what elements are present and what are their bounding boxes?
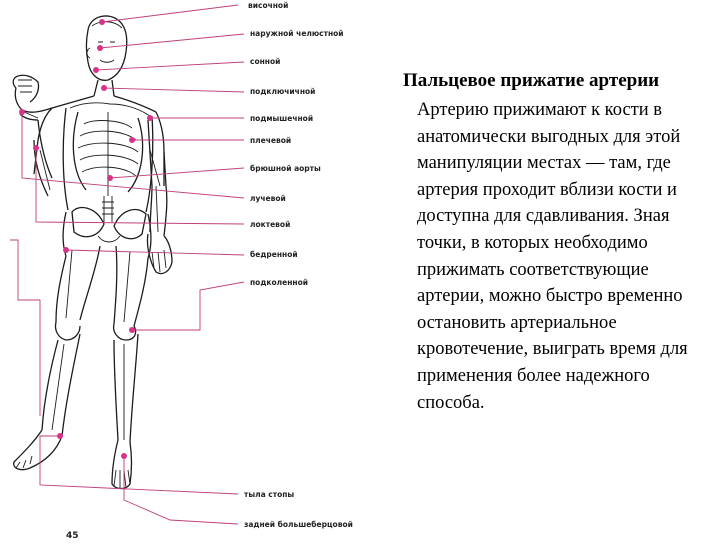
label-radial: лучевой bbox=[250, 194, 286, 203]
label-aorta: брюшной аорты bbox=[250, 164, 321, 173]
label-carotid: сонной bbox=[250, 57, 281, 66]
pressure-point-axillary bbox=[147, 115, 153, 121]
label-popliteal: подколенной bbox=[250, 278, 308, 287]
pressure-point-radial bbox=[19, 109, 25, 115]
label-dorsalis-pedis: тыла стопы bbox=[244, 490, 295, 499]
hanging-arm bbox=[147, 120, 172, 274]
legs bbox=[14, 246, 148, 489]
pressure-point-posterior-tibial bbox=[121, 453, 127, 459]
label-ulnar: локтевой bbox=[250, 220, 291, 229]
pressure-point-facial bbox=[97, 45, 103, 51]
leader-lines bbox=[10, 5, 244, 524]
label-femoral: бедренной bbox=[250, 250, 298, 259]
pressure-point-aorta bbox=[107, 175, 113, 181]
pressure-point-dorsalis-pedis bbox=[57, 433, 63, 439]
label-facial: наружной челюстной bbox=[250, 29, 344, 38]
label-posterior-tibial: задней большеберцовой bbox=[244, 520, 353, 529]
torso bbox=[34, 80, 164, 222]
label-subclavian: подключичной bbox=[250, 87, 316, 96]
label-axillary: подмышечной bbox=[250, 114, 314, 123]
label-brachial: плечевой bbox=[250, 136, 292, 145]
page-number: 45 bbox=[66, 531, 79, 540]
slide-body-text: Артерию прижимают к кости в анатомически выгодных для этой манипуляции местах — там, где артерия проходит вблизи кости и доступна для сдавливания. Зная точки, в которых необходимо прижимать соответствующие артерии, можно быстро временно остановить артериальное кровотечение, выиграть время для применения более надежного способа. bbox=[417, 100, 688, 413]
raised-arm bbox=[13, 75, 52, 120]
head bbox=[87, 16, 127, 80]
pressure-point-ulnar bbox=[33, 145, 39, 151]
artery-labels bbox=[66, 1, 353, 540]
left-forearm bbox=[34, 120, 52, 196]
label-temporal: височной bbox=[248, 1, 289, 10]
pressure-point-subclavian bbox=[101, 85, 107, 91]
pressure-point-popliteal bbox=[129, 327, 135, 333]
pressure-point-carotid bbox=[93, 67, 99, 73]
pressure-point-femoral bbox=[63, 247, 69, 253]
pressure-point-brachial bbox=[129, 137, 135, 143]
pressure-point-temporal bbox=[99, 19, 105, 25]
slide-title: Пальцевое прижатие артерии bbox=[403, 70, 660, 91]
